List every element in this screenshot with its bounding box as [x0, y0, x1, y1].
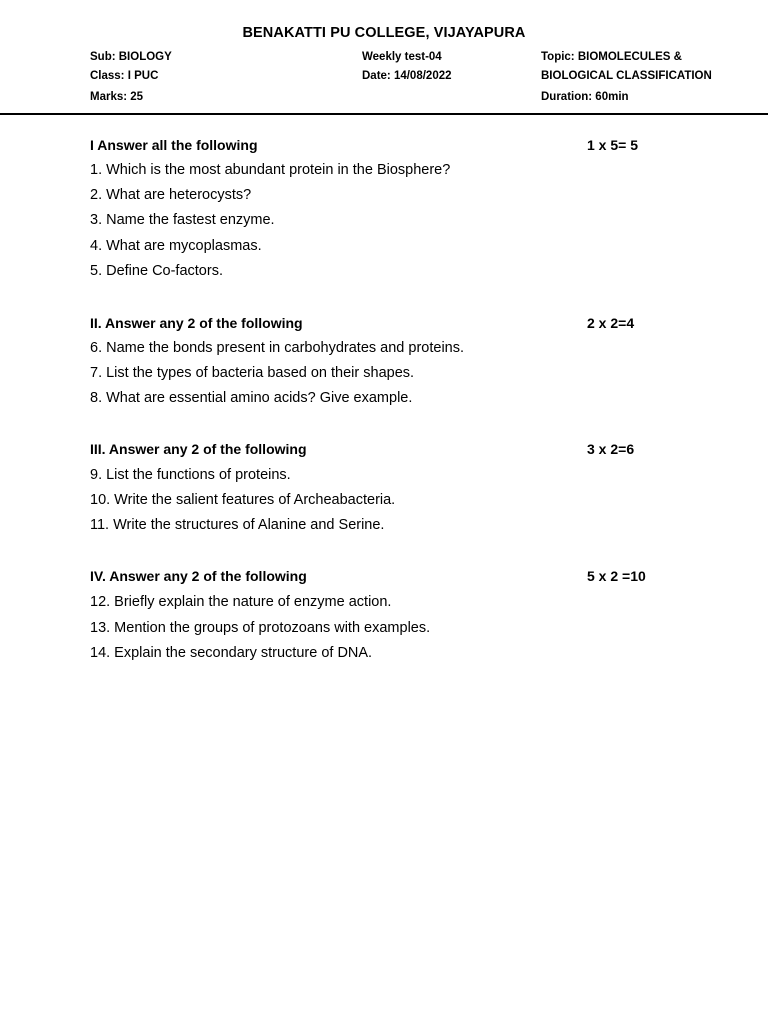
- section-marks: 5 x 2 =10: [587, 568, 646, 584]
- section-marks: 1 x 5= 5: [587, 137, 638, 153]
- header-divider: [0, 113, 768, 115]
- test-label: Weekly test-04: [362, 51, 442, 63]
- question-item: 13. Mention the groups of protozoans with examples.: [90, 620, 431, 636]
- topic-label-line2: BIOLOGICAL CLASSIFICATION: [541, 70, 712, 82]
- section-heading: II. Answer any 2 of the following: [90, 315, 303, 331]
- question-item: 2. What are heterocysts?: [90, 187, 252, 203]
- section-marks: 2 x 2=4: [587, 315, 635, 331]
- question-item: 11. Write the structures of Alanine and Serine.: [90, 517, 385, 533]
- class-label: Class: I PUC: [90, 70, 159, 82]
- question-item: 9. List the functions of proteins.: [90, 467, 291, 483]
- section-marks: 3 x 2=6: [587, 441, 635, 457]
- duration-label: Duration: 60min: [541, 91, 629, 103]
- question-item: 1. Which is the most abundant protein in the Biosphere?: [90, 162, 451, 178]
- section-heading: IV. Answer any 2 of the following: [90, 568, 307, 584]
- subject-label: Sub: BIOLOGY: [90, 51, 172, 63]
- question-item: 12. Briefly explain the nature of enzyme action.: [90, 594, 392, 610]
- college-title: BENAKATTI PU COLLEGE, VIJAYAPURA: [242, 25, 526, 41]
- question-item: 5. Define Co-factors.: [90, 263, 223, 279]
- question-item: 10. Write the salient features of Archeabacteria.: [90, 492, 396, 508]
- marks-label: Marks: 25: [90, 91, 144, 103]
- question-item: 7. List the types of bacteria based on their shapes.: [90, 365, 415, 381]
- topic-label-line1: Topic: BIOMOLECULES &: [541, 51, 682, 63]
- question-item: 6. Name the bonds present in carbohydrates and proteins.: [90, 340, 465, 356]
- question-item: 3. Name the fastest enzyme.: [90, 212, 275, 228]
- date-label: Date: 14/08/2022: [362, 70, 452, 82]
- question-item: 4. What are mycoplasmas.: [90, 238, 262, 254]
- section-heading: I Answer all the following: [90, 137, 258, 153]
- question-item: 8. What are essential amino acids? Give example.: [90, 390, 413, 406]
- question-item: 14. Explain the secondary structure of DNA.: [90, 645, 373, 661]
- section-heading: III. Answer any 2 of the following: [90, 441, 307, 457]
